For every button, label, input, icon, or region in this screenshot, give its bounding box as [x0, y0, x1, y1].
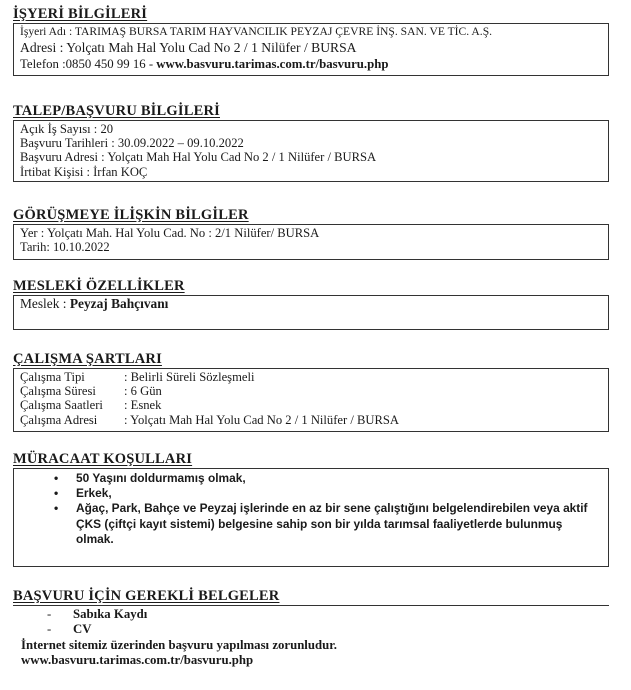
conditions-value: : Belirli Süreli Sözleşmeli [124, 370, 255, 384]
profession-title: MESLEKİ ÖZELLİKLER [13, 278, 185, 294]
conditions-row [20, 413, 608, 427]
application-line: Başvuru Tarihleri : 30.09.2022 – 09.10.2022 [20, 136, 244, 151]
documents-list [21, 607, 609, 638]
documents-section [13, 588, 609, 669]
conditions-title: ÇALIŞMA ŞARTLARI [13, 351, 162, 367]
requirements-title: MÜRACAAT KOŞULLARI [13, 451, 193, 467]
documents-note: İnternet sitemiz üzerinden başvuru yapılması zorunludur. [21, 637, 337, 652]
conditions-value: : Esnek [124, 398, 162, 413]
documents-body [13, 605, 609, 669]
list-item: - CV [21, 622, 609, 637]
conditions-key: Çalışma Süresi [20, 384, 96, 399]
list-item: • Ağaç, Park, Bahçe ve Peyzaj işlerinde en az bir sene çalıştığını belgelendirebilen veya aktif ÇKS (çiftçi kayıt sistemi) belgesine sahip son bir yılda tarımsal faaliyetlerde bulunmuş olmak. [20, 501, 600, 547]
profession-label: Meslek : [20, 296, 70, 311]
list-item: - Sabıka Kaydı [21, 607, 609, 622]
application-section [13, 103, 609, 182]
profession-section [13, 278, 609, 330]
conditions-row [20, 370, 608, 384]
list-item: • 50 Yaşını doldurmamış olmak, [20, 471, 600, 486]
application-line: İrtibat Kişisi : İrfan KOÇ [20, 164, 148, 179]
requirements-box [13, 468, 609, 567]
interview-box [13, 224, 609, 260]
conditions-row [20, 398, 608, 412]
documents-url[interactable]: www.basvuru.tarimas.com.tr/basvuru.php [21, 653, 254, 668]
profession-box [13, 295, 609, 330]
conditions-row [20, 384, 608, 398]
application-box [13, 120, 609, 182]
application-line: Açık İş Sayısı : 20 [20, 122, 114, 136]
conditions-section [13, 351, 609, 432]
conditions-box [13, 368, 609, 432]
requirements-section [13, 451, 609, 567]
conditions-key: Çalışma Tipi [20, 370, 85, 384]
interview-section [13, 207, 609, 260]
interview-line: Yer : Yolçatı Mah. Hal Yolu Cad. No : 2/1 Nilüfer/ BURSA [20, 226, 320, 240]
application-line: Başvuru Adresi : Yolçatı Mah Hal Yolu Cad No 2 / 1 Nilüfer / BURSA [20, 150, 377, 165]
employer-title: İŞYERİ BİLGİLERİ [13, 6, 148, 22]
profession-value: Peyzaj Bahçıvanı [69, 296, 169, 311]
conditions-value: : 6 Gün [124, 384, 162, 399]
employer-phone-line [20, 56, 608, 73]
requirements-list [20, 471, 600, 547]
employer-address: Adresi : Yolçatı Mah Hal Yolu Cad No 2 / 1 Nilüfer / BURSA [20, 40, 357, 56]
employer-section [13, 6, 609, 76]
conditions-key: Çalışma Adresi [20, 412, 98, 427]
application-title: TALEP/BAŞVURU BİLGİLERİ [13, 103, 220, 119]
documents-title: BAŞVURU İÇİN GEREKLİ BELGELER [13, 588, 280, 604]
employer-phone: Telefon :0850 450 99 16 - [20, 57, 157, 72]
conditions-key: Çalışma Saatleri [20, 398, 103, 413]
employer-box [13, 23, 609, 76]
list-item: • Erkek, [20, 486, 600, 501]
conditions-value: : Yolçatı Mah Hal Yolu Cad No 2 / 1 Nilüfer / BURSA [124, 412, 399, 427]
employer-url[interactable]: www.basvuru.tarimas.com.tr/basvuru.php [156, 57, 389, 72]
employer-name: İşyeri Adı : TARIMAŞ BURSA TARIM HAYVANCILIK PEYZAJ ÇEVRE İNŞ. SAN. VE TİC. A.Ş. [20, 25, 493, 38]
interview-line: Tarih: 10.10.2022 [20, 240, 110, 255]
interview-title: GÖRÜŞMEYE İLİŞKİN BİLGİLER [13, 207, 249, 223]
